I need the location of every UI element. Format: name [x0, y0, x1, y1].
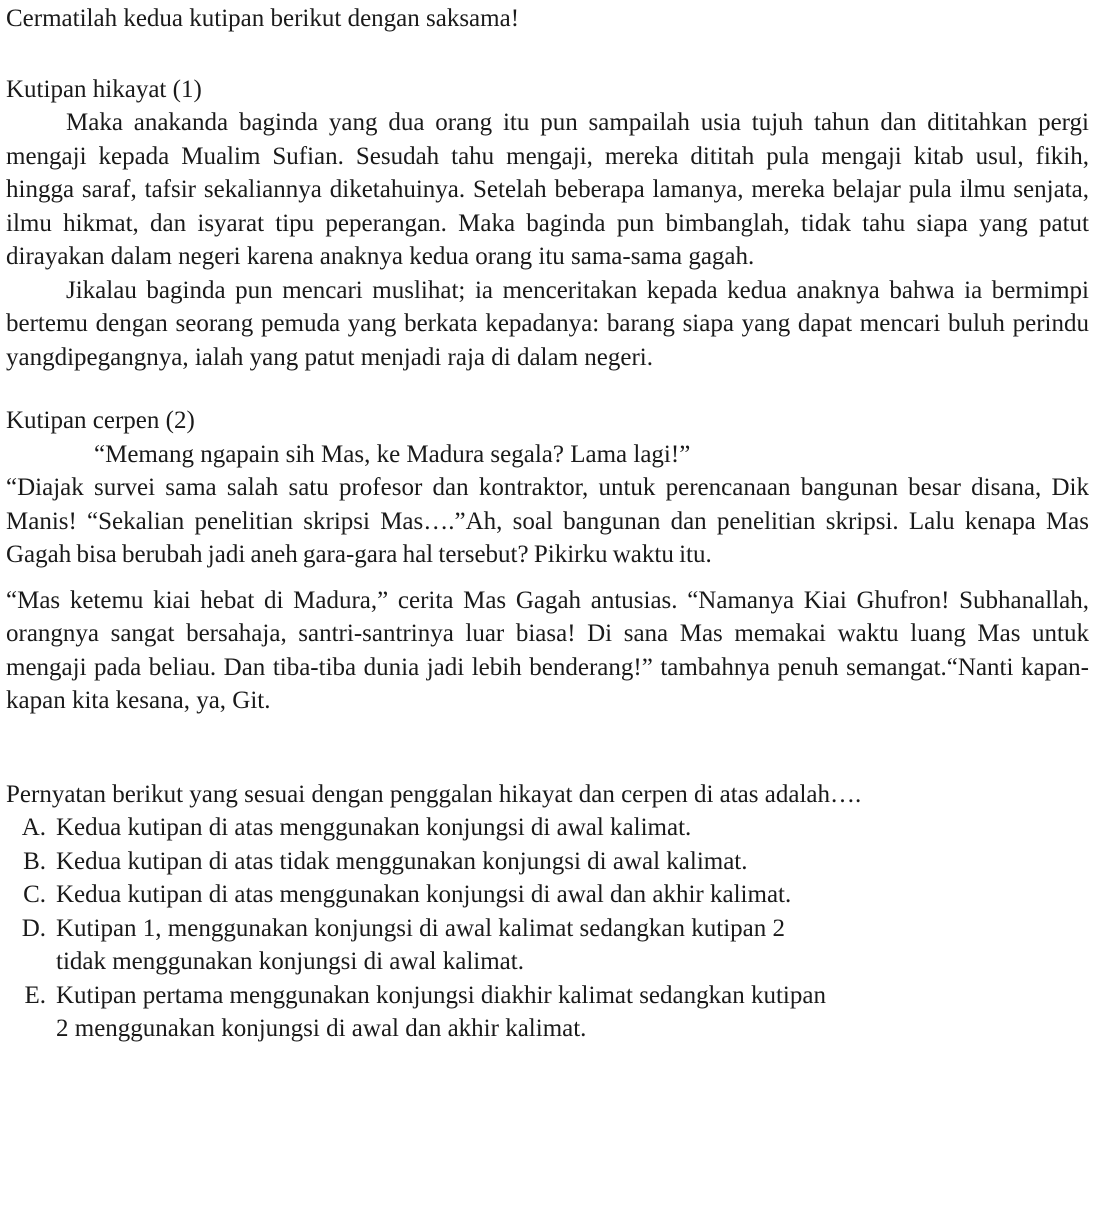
cerpen-section [6, 404, 1089, 718]
hikayat-title: Kutipan hikayat (1) [6, 75, 202, 103]
option-text: Kutipan 1, menggunakan konjungsi di awal kalimat sedangkan kutipan 2 tidak menggunakan konjungsi di awal kalimat. [56, 914, 786, 975]
option-text: Kedua kutipan di atas menggunakan konjungsi di awal dan akhir kalimat. [56, 881, 792, 908]
answer-option-a[interactable] [6, 811, 1089, 845]
answer-option-c[interactable] [6, 878, 1089, 912]
cerpen-paragraph-1: “Diajak survei sama salah satu profesor dan kontraktor, untuk perencanaan bangunan besar disana, Dik Manis! “Sekalian penelitian skripsi Mas….”Ah, soal bangunan dan penelitian skripsi. Lalu kenapa Mas Gagah bisa berubah jadi aneh gara-gara hal tersebut? Pikirku waktu itu. [6, 474, 1089, 568]
cerpen-title: Kutipan cerpen (2) [6, 407, 195, 434]
instruction-text: Cermatilah kedua kutipan berikut dengan saksama! [6, 5, 520, 32]
cerpen-opening-line: “Memang ngapain sih Mas, ke Madura segala? Lama lagi!” [94, 440, 691, 468]
answer-option-d[interactable] [6, 912, 1089, 979]
option-letter: A. [21, 814, 46, 841]
option-text: Kedua kutipan di atas tidak menggunakan konjungsi di awal kalimat. [56, 847, 748, 875]
option-text: Kedua kutipan di atas menggunakan konjungsi di awal kalimat. [56, 814, 692, 841]
option-letter: B. [23, 847, 46, 875]
hikayat-section [6, 73, 1089, 375]
option-text: Kutipan pertama menggunakan konjungsi diakhir kalimat sedangkan kutipan 2 menggunakan konjungsi di awal dan akhir kalimat. [56, 981, 826, 1042]
option-letter: E. [24, 981, 46, 1009]
hikayat-paragraph-1: Maka anakanda baginda yang dua orang itu pun sampailah usia tujuh tahun dan dititahkan pergi mengaji kepada Mualim Sufian. Sesudah tahu mengaji, mereka dititah pula mengaji kitab usul, fikih, hingga saraf, tafsir sekaliannya diketahuinya. Setelah beberapa lamanya, mereka belajar pula ilmu senjata, ilmu hikmat, dan isyarat tipu peperangan. Maka baginda pun bimbanglah, tidak tahu siapa yang patut dirayakan dalam negeri karena anaknya kedua orang itu sama-sama gagah. [6, 109, 1089, 270]
answer-option-b[interactable] [6, 845, 1089, 879]
option-letter: C. [23, 881, 46, 908]
hikayat-paragraph-2: Jikalau baginda pun mencari muslihat; ia menceritakan kepada kedua anaknya bahwa ia bermimpi bertemu dengan seorang pemuda yang berkata kepadanya: barang siapa yang dapat mencari buluh perindu yangdipegangnya, ialah yang patut menjadi raja di dalam negeri. [6, 276, 1089, 371]
option-letter: D. [21, 914, 46, 942]
answer-options [6, 811, 1089, 1046]
question-section [6, 778, 1089, 1046]
answer-option-e[interactable] [6, 979, 1089, 1046]
cerpen-paragraph-2: “Mas ketemu kiai hebat di Madura,” cerita Mas Gagah antusias. “Namanya Kiai Ghufron! Subhanallah, orangnya sangat bersahaja, santri-santrinya luar biasa! Di sana Mas memakai waktu luang Mas untuk mengaji pada beliau. Dan tiba-tiba dunia jadi lebih benderang!” tambahnya penuh semangat.“Nanti kapan-kapan kita kesana, ya, Git. [6, 586, 1089, 714]
question-stem: Pernyatan berikut yang sesuai dengan penggalan hikayat dan cerpen di atas adalah…. [6, 780, 862, 808]
